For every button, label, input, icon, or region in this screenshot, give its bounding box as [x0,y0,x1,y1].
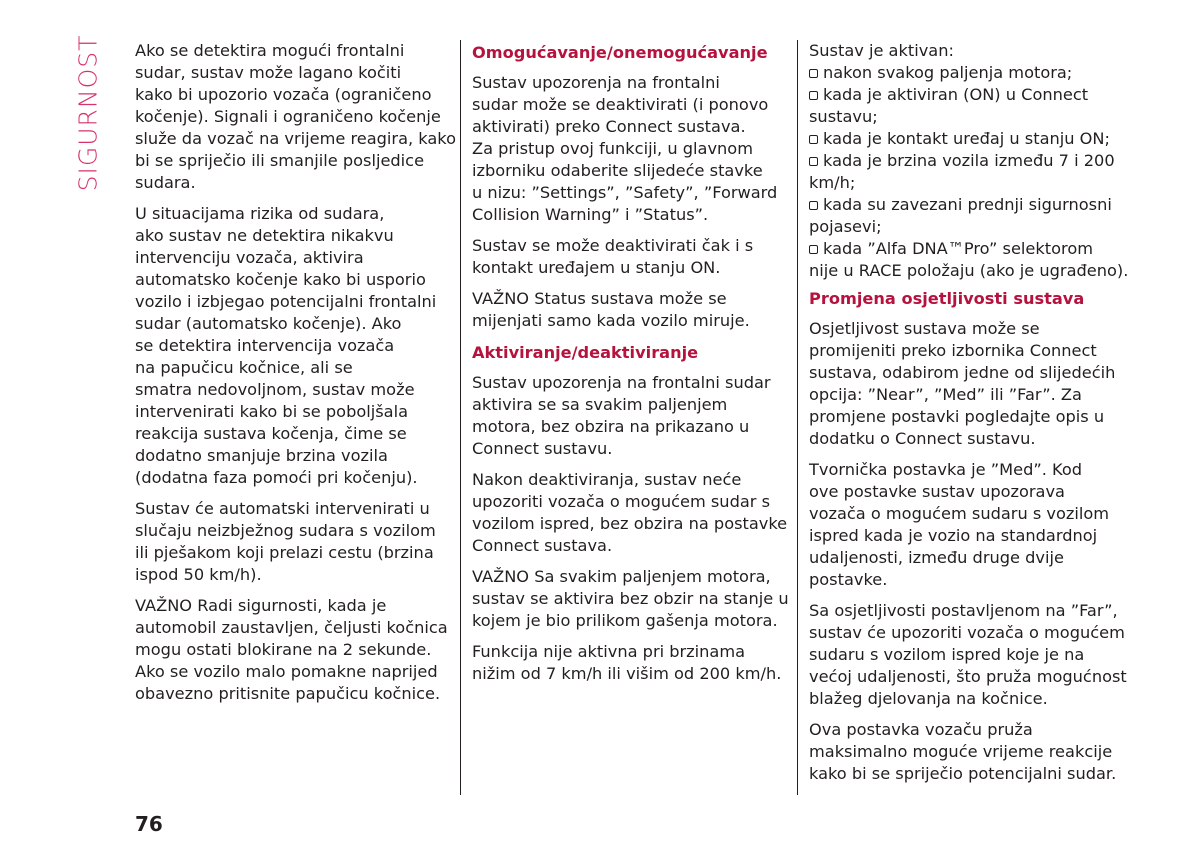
text-line: Sustav upozorenja na frontalni sudar [472,373,771,392]
section-heading: Promjena osjetljivosti sustava [809,289,1085,308]
text-line: VAŽNO Status sustava može se [472,289,727,308]
text-line: reakcija sustava kočenja, čime se [135,424,407,443]
paragraph [472,566,790,632]
text-line: automobil zaustavljen, čeljusti kočnica [135,618,448,637]
column-divider [460,40,461,795]
section-heading: Aktiviranje/deaktiviranje [472,343,699,362]
text-line: Connect sustava. [472,536,613,555]
text-line: kako bi upozorio vozača (ograničeno [135,85,432,104]
bullet-item-continuation [809,106,1127,128]
text-line: promijeniti preko izbornika Connect [809,341,1097,360]
text-line: kojem je bio prilikom gašenja motora. [472,611,778,630]
bullet-text: kada je brzina vozila između 7 i 200 [823,151,1115,170]
paragraph [809,318,1127,450]
text-line: motora, bez obzira na prikazano u [472,417,750,436]
page-number: 76 [135,812,163,836]
section-heading: Omogućavanje/onemogućavanje [472,43,768,62]
text-line: sudar, sustav može lagano kočiti [135,63,402,82]
text-line: VAŽNO Sa svakim paljenjem motora, [472,567,771,586]
text-line: intervenirati kako bi se poboljšala [135,402,409,421]
text-line: sudara. [135,173,196,192]
bullet-item [809,128,1127,150]
bullet-text: sustavu; [809,107,878,126]
text-line: kočenje). Signali i ograničeno kočenje [135,107,441,126]
text-line: sudar može se deaktivirati (i ponovo [472,95,769,114]
bullet-item [809,150,1127,172]
text-line: Osjetljivost sustava može se [809,319,1040,338]
text-line: Nakon deaktiviranja, sustav neće [472,470,742,489]
bullet-item [809,84,1127,106]
text-line: aktivira se sa svakim paljenjem [472,395,728,414]
paragraph [135,498,453,586]
text-line: Connect sustavu. [472,439,613,458]
column-divider [797,40,798,795]
bullet-text: nakon svakog paljenja motora; [823,63,1073,82]
paragraph [809,459,1127,591]
text-line: Sa osjetljivosti postavljenom na ”Far”, [809,601,1118,620]
bullet-item-continuation [809,260,1127,282]
bullet-item-continuation [809,216,1127,238]
paragraph [135,40,456,194]
text-line: nižim od 7 km/h ili višim od 200 km/h. [472,664,782,683]
text-line: smatra nedovoljnom, sustav može [135,380,415,399]
checkbox-bullet-icon [809,245,818,254]
text-line: bi se spriječio ili smanjile posljedice [135,151,425,170]
paragraph [472,641,790,685]
checkbox-bullet-icon [809,69,818,78]
text-line: Sustav će automatski intervenirati u [135,499,430,518]
text-line: na papučicu kočnice, ali se [135,358,353,377]
checkbox-bullet-icon [809,135,818,144]
text-line: izborniku odaberite slijedeće stavke [472,161,763,180]
bullet-item-continuation [809,172,1127,194]
text-line: Sustav se može deaktivirati čak i s [472,236,754,255]
text-line: Za pristup ovoj funkciji, u glavnom [472,139,753,158]
text-line: kako bi se spriječio potencijalni sudar. [809,764,1117,783]
bullet-text: nije u RACE položaju (ako je ugrađeno). [809,261,1129,280]
text-line: većoj udaljenosti, što pruža mogućnost [809,667,1127,686]
checkbox-bullet-icon [809,91,818,100]
bullet-item [809,62,1127,84]
text-line: se detektira intervencija vozača [135,336,395,355]
text-line: služe da vozač na vrijeme reagira, kako [135,129,456,148]
paragraph [472,372,790,460]
section-title-text: SIGURNOST [73,34,103,191]
paragraph [472,235,790,279]
paragraph [135,203,453,489]
paragraph [809,600,1127,710]
text-line: Tvornička postavka je ”Med”. Kod [809,460,1083,479]
text-line: ove postavke sustav upozorava [809,482,1065,501]
text-line: kontakt uređajem u stanju ON. [472,258,721,277]
text-line: vozilom ispred, bez obzira na postavke [472,514,788,533]
text-line: opcija: ”Near”, ”Med” ili ”Far”. Za [809,385,1082,404]
paragraph [809,719,1127,785]
text-line: Sustav upozorenja na frontalni [472,73,720,92]
text-line: sustava, odabirom jedne od slijedećih [809,363,1116,382]
text-line: vozilo i izbjegao potencijalni frontalni [135,292,437,311]
text-line: ili pješakom koji prelazi cestu (brzina [135,543,434,562]
text-line: Collision Warning” i ”Status”. [472,205,709,224]
text-line: VAŽNO Radi sigurnosti, kada je [135,596,387,615]
text-line: Ova postavka vozaču pruža [809,720,1033,739]
text-line: Ako se vozilo malo pomakne naprijed [135,662,438,681]
text-line: U situacijama rizika od sudara, [135,204,385,223]
text-line: sudaru s vozilom ispred koje je na [809,645,1085,664]
text-line: sustav se aktivira bez obzir na stanje u [472,589,789,608]
text-line: postavke. [809,570,888,589]
text-line: ispod 50 km/h). [135,565,262,584]
text-line: (dodatna faza pomoći pri kočenju). [135,468,418,487]
text-line: Ako se detektira mogući frontalni [135,41,405,60]
text-line: slučaju neizbježnog sudara s vozilom [135,521,436,540]
text-line: promjene postavki pogledajte opis u [809,407,1105,426]
text-line: dodatno smanjuje brzina vozila [135,446,388,465]
bullet-item [809,238,1127,260]
text-line: ako sustav ne detektira nikakvu [135,226,394,245]
paragraph [472,72,790,226]
text-line: blažeg djelovanja na kočnice. [809,689,1048,708]
paragraph [135,595,453,705]
column-1 [135,40,456,714]
text-line: udaljenosti, između druge dvije [809,548,1064,567]
checkbox-bullet-icon [809,157,818,166]
bullet-item [809,194,1127,216]
bullet-text: kada je aktiviran (ON) u Connect [823,85,1089,104]
bullet-text: pojasevi; [809,217,882,236]
paragraph [472,288,790,332]
bullet-text: kada su zavezani prednji sigurnosni [823,195,1112,214]
paragraph [472,469,790,557]
text-line: mijenjati samo kada vozilo miruje. [472,311,750,330]
text-line: obavezno pritisnite papučicu kočnice. [135,684,441,703]
text-line: u nizu: ”Settings”, ”Safety”, ”Forward [472,183,778,202]
text-line: mogu ostati blokirane na 2 sekunde. [135,640,432,659]
text-line: sudar (automatsko kočenje). Ako [135,314,402,333]
text-line: Funkcija nije aktivna pri brzinama [472,642,746,661]
intro-text: Sustav je aktivan: [809,41,954,60]
bullet-text: kada ”Alfa DNA™Pro” selektorom [823,239,1093,258]
column-2 [472,40,790,694]
text-line: sustav će upozoriti vozača o mogućem [809,623,1125,642]
text-line: intervenciju vozača, aktivira [135,248,364,267]
text-line: vozača o mogućem sudaru s vozilom [809,504,1110,523]
bullet-text: km/h; [809,173,856,192]
text-line: aktivirati) preko Connect sustava. [472,117,746,136]
text-line: dodatku o Connect sustavu. [809,429,1036,448]
checkbox-bullet-icon [809,201,818,210]
text-line: ispred kada je vozio na standardnoj [809,526,1098,545]
text-line: upozoriti vozača o mogućem sudar s [472,492,770,511]
text-line: automatsko kočenje kako bi usporio [135,270,426,289]
section-title [70,34,106,191]
bullet-text: kada je kontakt uređaj u stanju ON; [823,129,1110,148]
column-3 [809,40,1127,794]
text-line: maksimalno moguće vrijeme reakcije [809,742,1113,761]
bullet-list [809,62,1127,282]
